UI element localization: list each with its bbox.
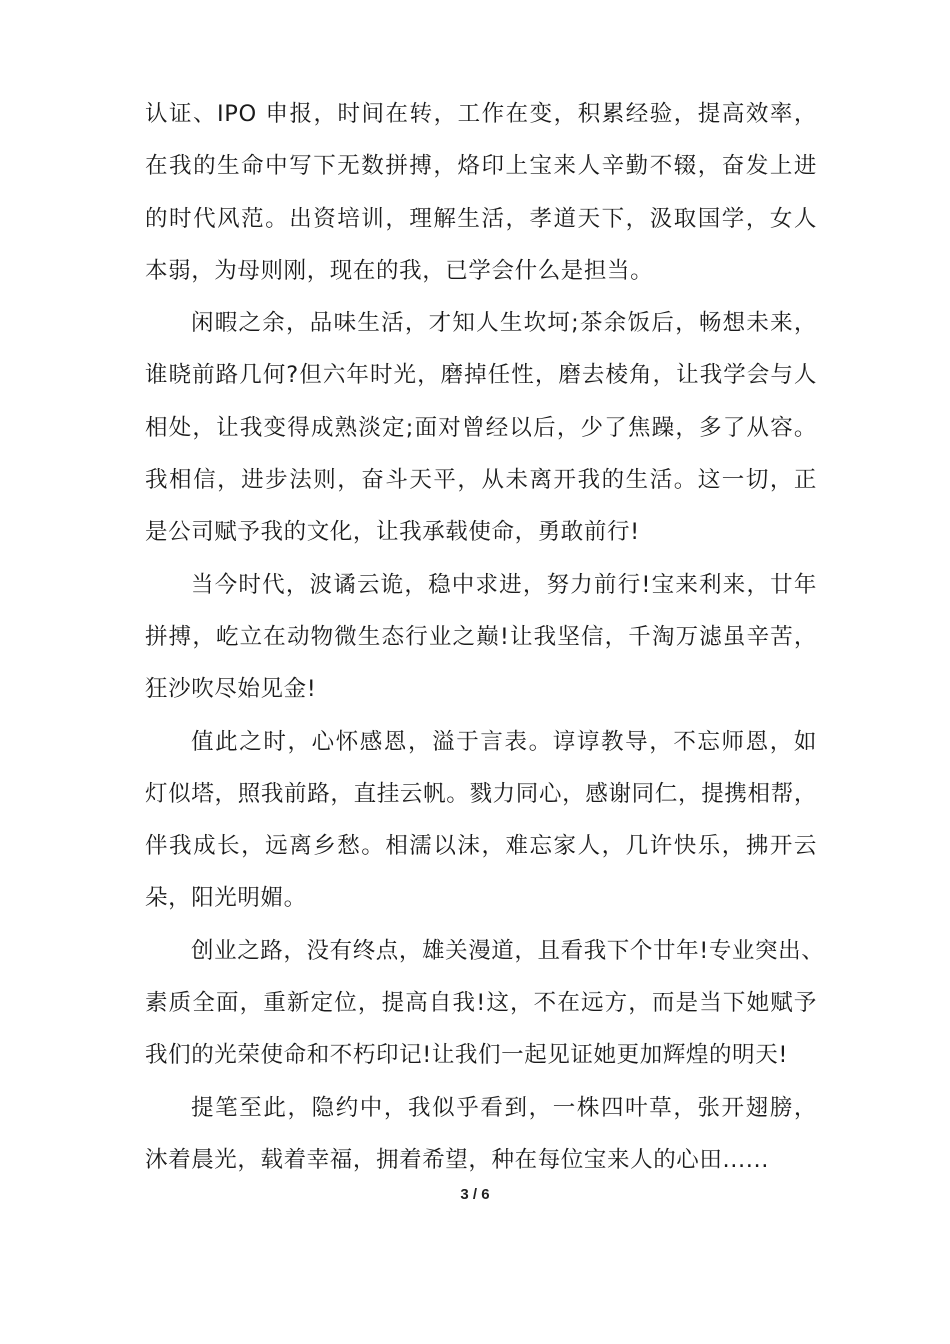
text-line: 认证、IPO 申报，时间在转，工作在变，积累经验，提高效率， [145,101,817,127]
paragraph [145,1082,817,1187]
text-line: 狂沙吹尽始见金! [145,676,317,703]
text-line: 在我的生命中写下无数拼搏，烙印上宝来人辛勤不辍，奋发上进 [145,153,817,180]
text-line: 闲暇之余，品味生活，才知人生坎坷;茶余饭后，畅想未来， [191,310,817,337]
text-line: 本弱，为母则刚，现在的我，已学会什么是担当。 [145,257,654,284]
paragraph [145,559,817,716]
text-line: 创业之路，没有终点，雄关漫道，且看我下个廿年!专业突出、 [191,937,825,964]
page-number: 3 / 6 [460,1186,490,1203]
document-body [145,88,825,1186]
text-line: 灯似塔，照我前路，直挂云帆。戮力同心，感谢同仁，提携相帮， [145,780,817,807]
text-line: 是公司赋予我的文化，让我承载使命，勇敢前行! [145,519,640,546]
text-line: 的时代风范。出资培训，理解生活，孝道天下，汲取国学，女人 [145,205,817,232]
text-line: 伴我成长，远离乡愁。相濡以沫，难忘家人，几许快乐，拂开云 [145,833,817,860]
paragraph [145,716,817,925]
text-line: 朵，阳光明媚。 [145,885,307,912]
text-line: 素质全面，重新定位，提高自我!这，不在远方，而是当下她赋予 [145,990,817,1017]
text-line: 相处，让我变得成熟淡定;面对曾经以后，少了焦躁，多了从容。 [145,414,817,441]
paragraph [145,88,817,297]
text-line: 我们的光荣使命和不朽印记!让我们一起见证她更加辉煌的明天! [145,1042,788,1069]
text-line: 沐着晨光，载着幸福，拥着希望，种在每位宝来人的心田...... [145,1146,770,1173]
text-line: 当今时代，波谲云诡，稳中求进，努力前行!宝来利来，廿年 [191,571,817,598]
text-line: 谁晓前路几何?但六年时光，磨掉任性，磨去棱角，让我学会与人 [145,362,817,389]
text-line: 拼搏，屹立在动物微生态行业之巅!让我坚信，千淘万滤虽辛苦， [145,623,817,650]
text-line: 提笔至此，隐约中，我似乎看到，一株四叶草，张开翅膀， [191,1094,817,1121]
text-line: 我相信，进步法则，奋斗天平，从未离开我的生活。这一切，正 [145,467,817,494]
paragraph [145,925,825,1082]
text-line: 值此之时，心怀感恩，溢于言表。谆谆教导，不忘师恩，如 [191,728,817,755]
paragraph [145,297,817,558]
